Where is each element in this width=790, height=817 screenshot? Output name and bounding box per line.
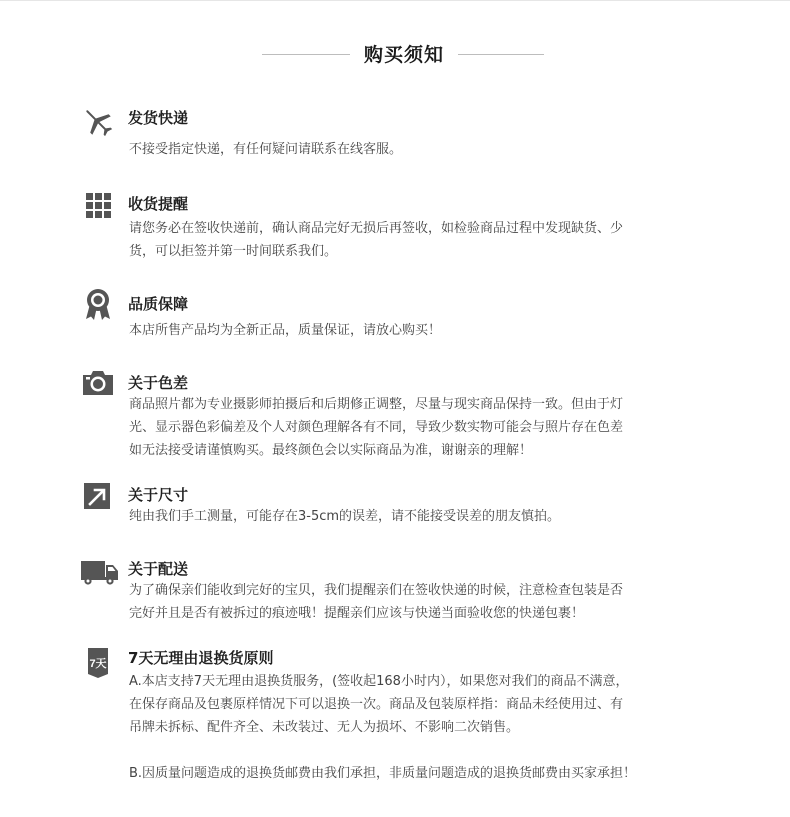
page-header <box>0 40 790 70</box>
header-rule-right <box>458 54 544 55</box>
section-body <box>129 670 709 785</box>
paragraph-gap <box>129 739 709 762</box>
section-body <box>129 579 709 625</box>
body-line: 本店所售产品均为全新正品，质量保证，请放心购买！ <box>129 323 442 338</box>
page-title: 购买须知 <box>363 44 444 66</box>
body-line: 为了确保亲们能收到完好的宝贝，我们提醒亲们在签收快递的时候，注意检查包装是否 <box>129 583 624 598</box>
award-ribbon-icon <box>80 287 116 323</box>
seven-day-return-icon <box>80 644 116 680</box>
section-body <box>129 319 709 342</box>
body-line: 纯由我们手工测量，可能存在3-5cm的误差，请不能接受误差的朋友慎拍。 <box>129 509 561 524</box>
body-line: 不接受指定快递，有任何疑问请联系在线客服。 <box>129 142 403 157</box>
section-body <box>129 505 709 528</box>
section-title: 关于色差 <box>128 374 189 392</box>
body-line: 货，可以拒签并第一时间联系我们。 <box>129 244 338 259</box>
body-line: 完好并且是否有被拆过的痕迹哦！提醒亲们应该与快递当面验收您的快递包裹！ <box>129 606 585 621</box>
top-divider <box>0 0 790 1</box>
body-line: B.因质量问题造成的退换货邮费由我们承担，非质量问题造成的退换货邮费由买家承担！ <box>129 766 637 781</box>
section-title: 发货快递 <box>128 109 189 127</box>
section-title: 收货提醒 <box>128 195 189 213</box>
body-line: 请您务必在签收快递前，确认商品完好无损后再签收，如检验商品过程中发现缺货、少 <box>129 221 624 236</box>
body-line: 光、显示器色彩偏差及个人对颜色理解各有不同，导致少数实物可能会与照片存在色差 <box>129 420 624 435</box>
camera-icon <box>80 366 116 402</box>
section-title: 7天无理由退换货原则 <box>128 649 274 667</box>
section-title: 关于尺寸 <box>128 486 189 504</box>
header-rule-left <box>262 54 350 55</box>
section-title: 品质保障 <box>128 295 189 313</box>
section-body <box>129 393 709 462</box>
section-title: 关于配送 <box>128 560 189 578</box>
body-line: 吊牌未拆标、配件齐全、未改装过、无人为损坏、不影响二次销售。 <box>129 720 520 735</box>
resize-arrow-icon <box>80 479 116 515</box>
body-line: A.本店支持7天无理由退换货服务，(签收起168小时内），如果您对我们的商品不满意， <box>129 674 629 689</box>
section-body <box>129 217 709 263</box>
section-body <box>129 138 709 161</box>
grid-icon <box>80 190 116 226</box>
body-line: 在保存商品及包裹原样情况下可以退换一次。商品及包装原样指：商品未经使用过、有 <box>129 697 624 712</box>
icon-label: 7天 <box>89 658 107 670</box>
body-line: 商品照片都为专业摄影师拍摄后和后期修正调整，尽量与现实商品保持一致。但由于灯 <box>129 397 624 412</box>
delivery-truck-icon <box>80 554 120 590</box>
airplane-icon <box>80 104 116 140</box>
body-line: 如无法接受请谨慎购买。最终颜色会以实际商品为准，谢谢亲的理解！ <box>129 443 533 458</box>
